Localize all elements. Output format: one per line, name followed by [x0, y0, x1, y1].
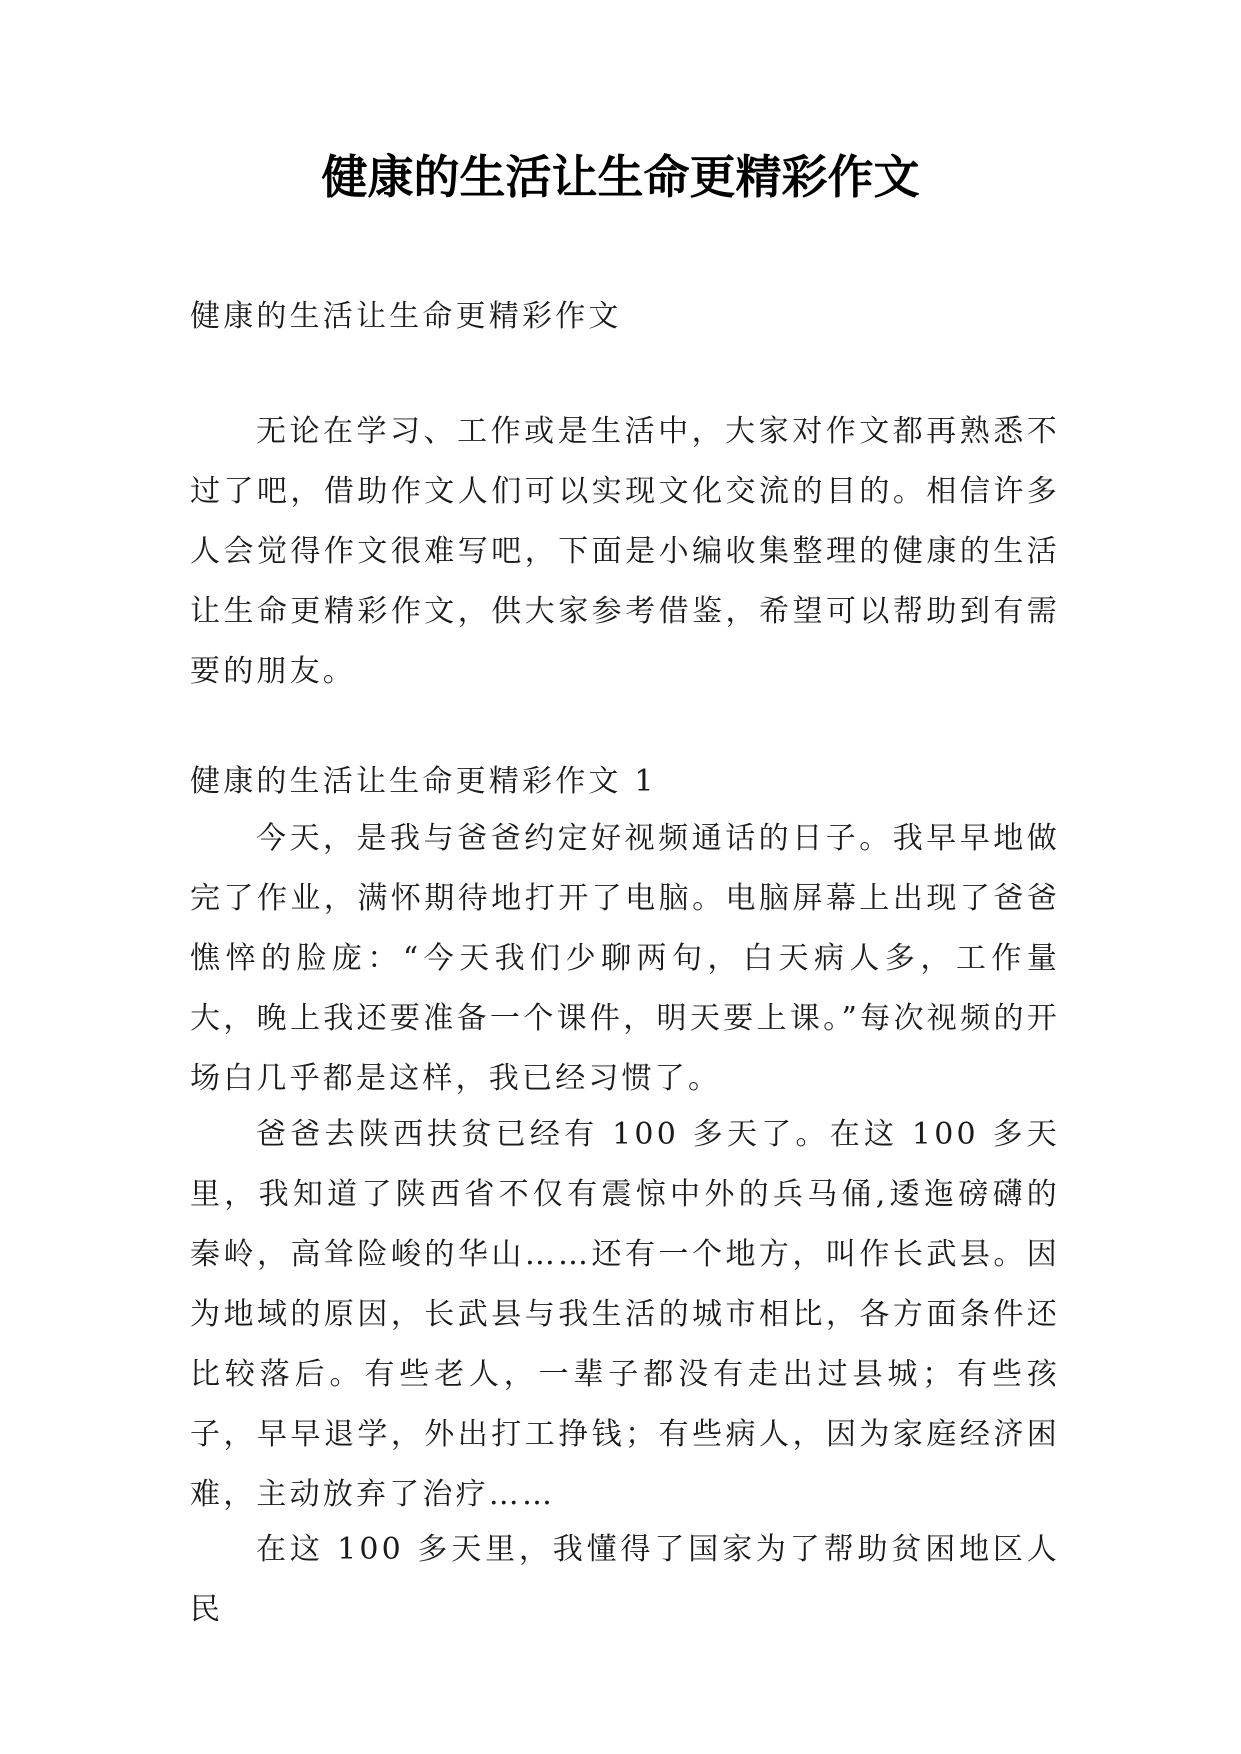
intro-paragraph: 无论在学习、工作或是生活中，大家对作文都再熟悉不过了吧，借助作文人们可以实现文化交流的目的。相信许多人会觉得作文很难写吧，下面是小编收集整理的健康的生活让生命更精彩作文，供大家参考借鉴，希望可以帮助到有需要的朋友。 [190, 414, 1060, 689]
section-heading: 健康的生活让生命更精彩作文 1 [190, 764, 657, 799]
document-subtitle: 健康的生活让生命更精彩作文 [190, 299, 622, 334]
document-title: 健康的生活让生命更精彩作文 [321, 150, 920, 204]
body-paragraph: 在这 100 多天里，我懂得了国家为了帮助贫困地区人民 [190, 1532, 1060, 1627]
body-paragraph: 今天，是我与爸爸约定好视频通话的日子。我早早地做完了作业，满怀期待地打开了电脑。电脑屏幕上出现了爸爸憔悴的脸庞：“今天我们少聊两句，白天病人多，工作量大，晚上我还要准备一个课件，明天要上课。”每次视频的开场白几乎都是这样，我已经习惯了。 [190, 821, 1060, 1096]
body-paragraph: 爸爸去陕西扶贫已经有 100 多天了。在这 100 多天里，我知道了陕西省不仅有震惊中外的兵马俑,逶迤磅礴的秦岭，高耸险峻的华山……还有一个地方，叫作长武县。因为地域的原因，长武县与我生活的城市相比，各方面条件还比较落后。有些老人，一辈子都没有走出过县城；有些孩子，早早退学，外出打工挣钱；有些病人，因为家庭经济困难，主动放弃了治疗…… [190, 1117, 1060, 1512]
